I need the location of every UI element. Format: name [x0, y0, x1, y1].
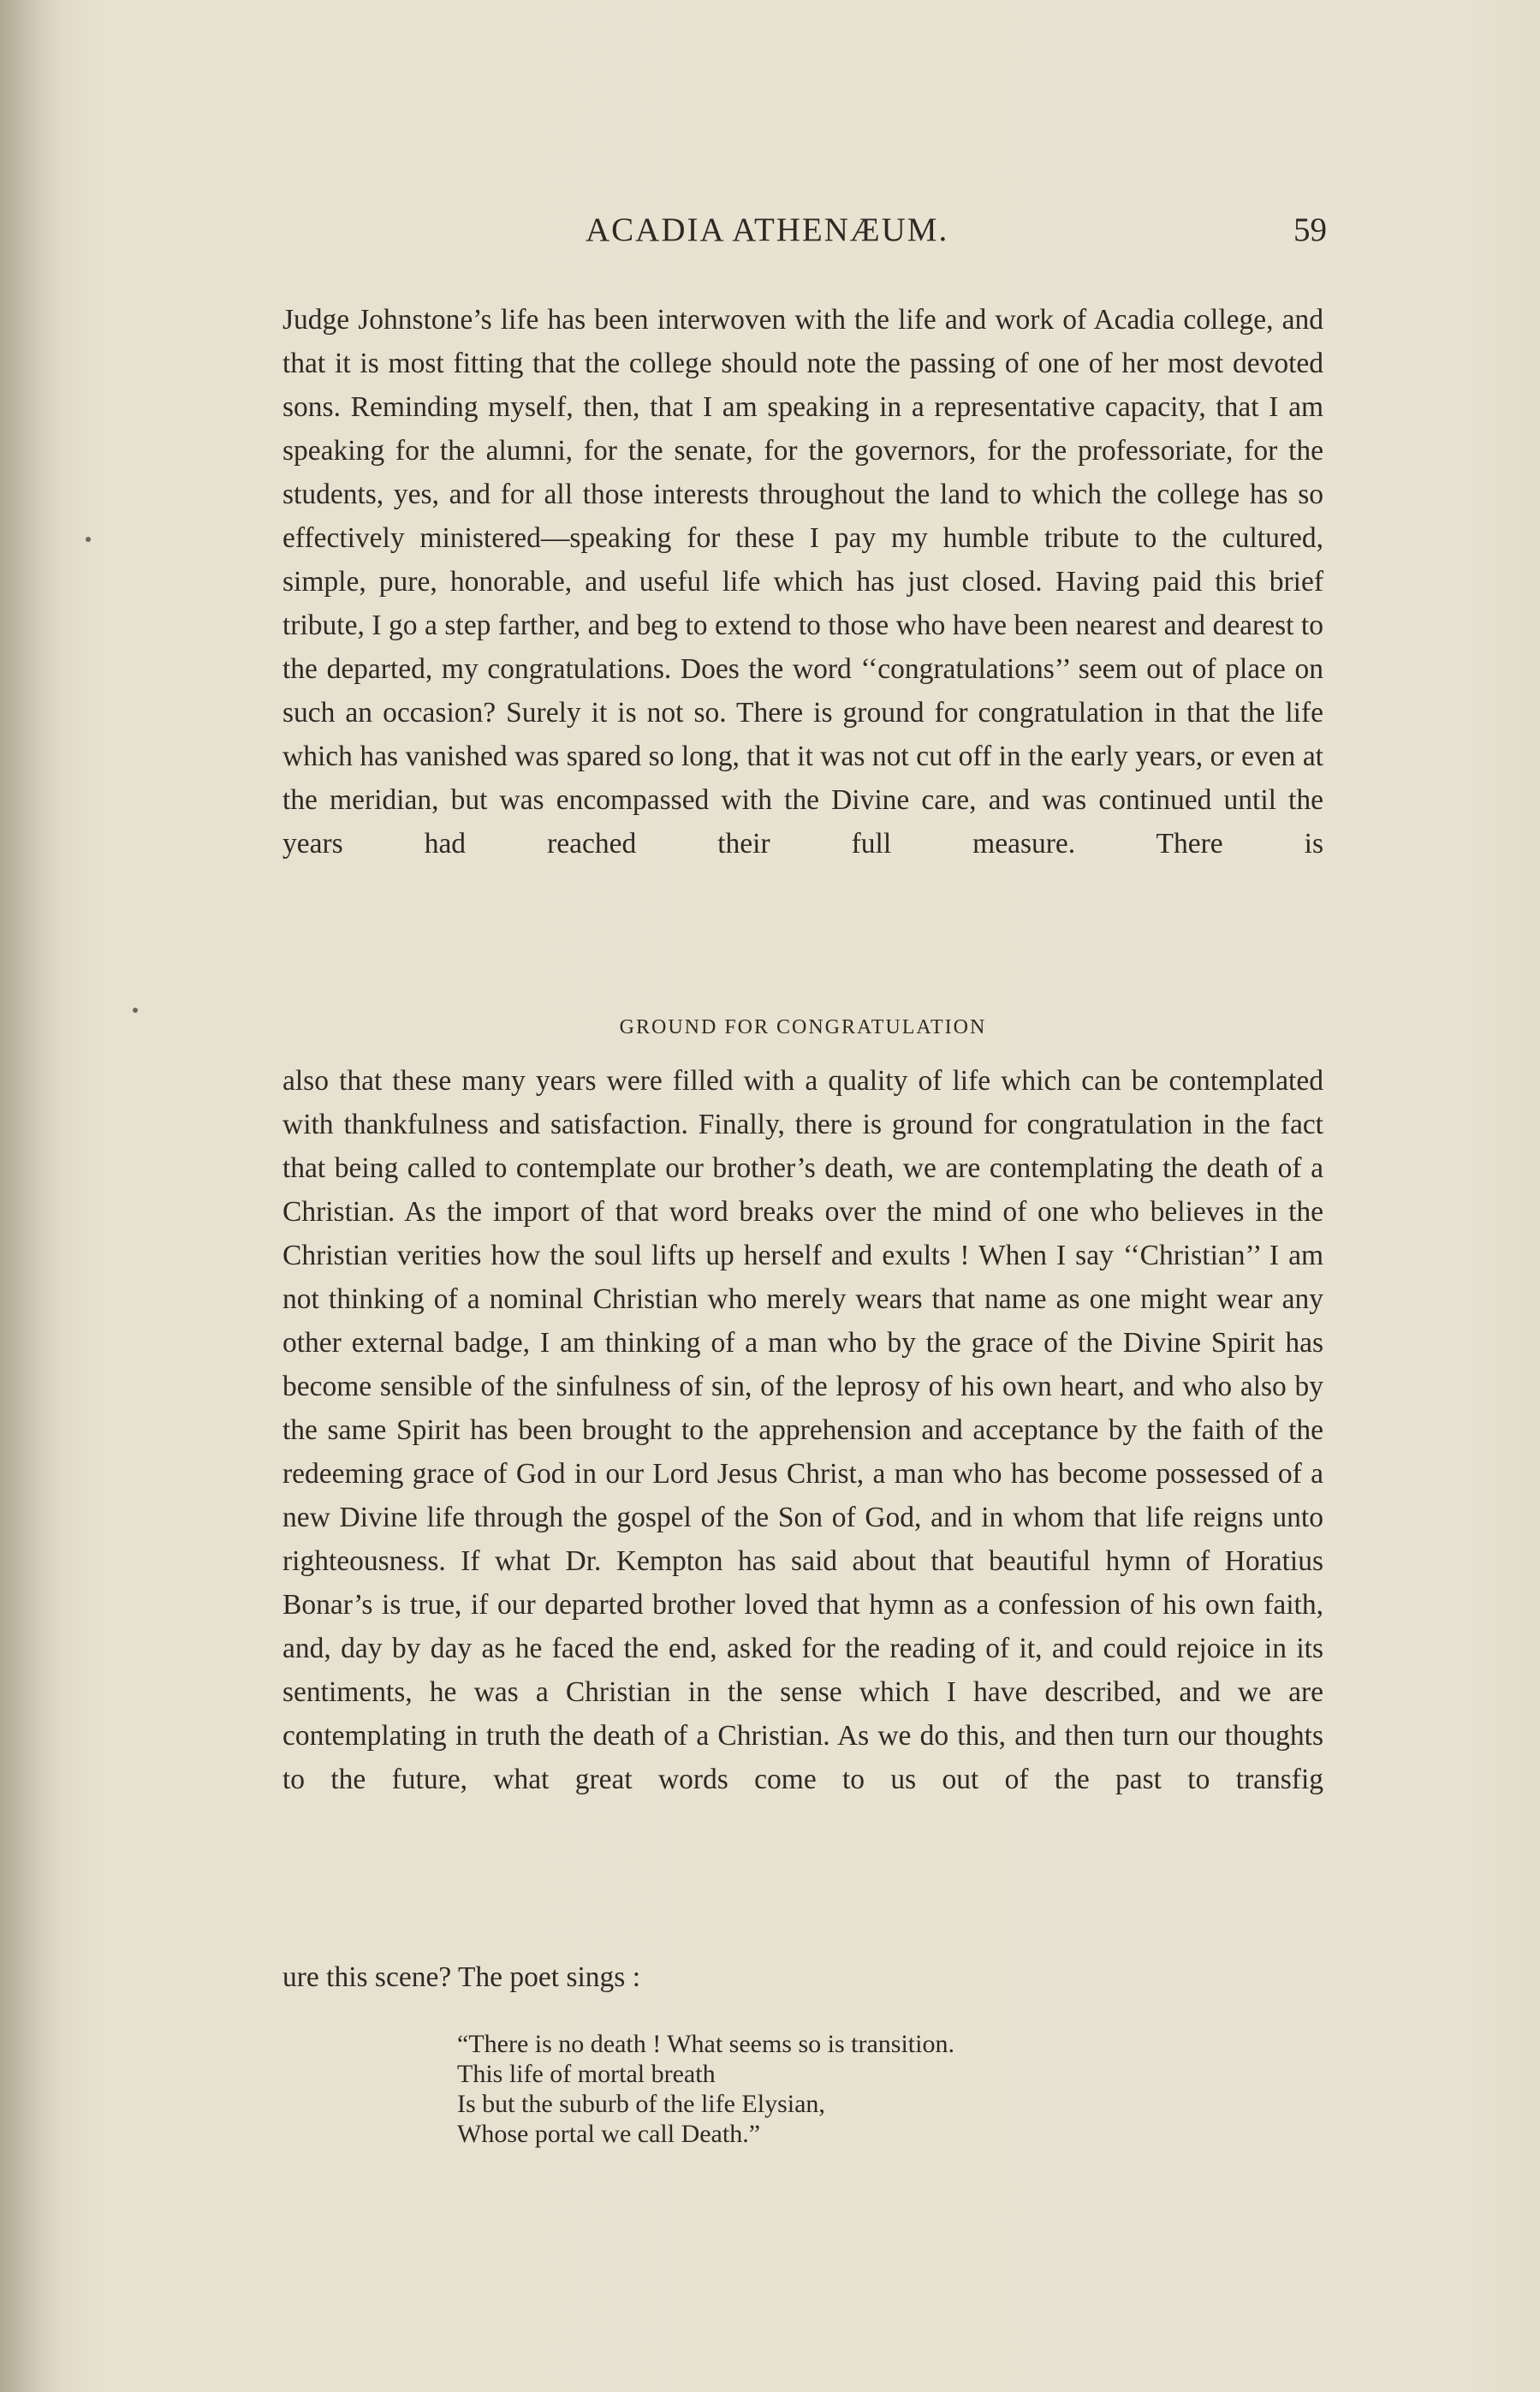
- paragraph-1: Judge Johnstone’s life has been interwoven with the life and work of Acadia college, and that it is most fitting that the college should note the passing of one of her most devoted sons. Reminding myself, then, that I am speaking in a representative capacity, that I am speaking for the alumni, for the senate, for the governors, for the professoriate, for the students, yes, and for all those interests throughout the land to which the college has so effectively ministered—speaking for these I pay my humble tribute to the cultured, simple, pure, honorable, and useful life which has just closed. Having paid this brief tribute, I go a step farther, and beg to extend to those who have been nearest and dearest to the departed, my congratulations. Does the word ‘‘congratulations’’ seem out of place on such an occasion? Surely it is not so. There is ground for congratulation in that the life which has vanished was spared so long, that it was not cut off in the early years, or even at the meridian, but was encompassed with the Divine care, and was continued until the years had reached their full measure. There is: [282, 304, 1323, 860]
- poem-line: Is but the suburb of the life Elysian,: [457, 2090, 825, 2118]
- binding-gutter-shadow: [0, 0, 60, 2392]
- poem-line: “There is no death ! What seems so is transition.: [457, 2030, 954, 2058]
- paragraph-2-last-line: ure this scene? The poet sings :: [282, 1961, 641, 1993]
- paper-speck: [133, 1008, 138, 1013]
- poem-quotation: [457, 2029, 1228, 2149]
- paper-speck: [86, 537, 91, 542]
- poem-line: Whose portal we call Death.”: [457, 2120, 761, 2148]
- page-number: 59: [1293, 211, 1327, 248]
- running-title: ACADIA ATHENÆUM.: [586, 211, 949, 248]
- poem-line: This life of mortal breath: [457, 2060, 716, 2088]
- page-header: [282, 211, 1327, 262]
- section-subheading: GROUND FOR CONGRATULATION: [619, 1016, 987, 1038]
- paragraph-2: also that these many years were filled with a quality of life which can be contemplated with thankfulness and satisfaction. Finally, there is ground for congratulation in the fact that being called to contemplate our brother’s death, we are contemplating the death of a Christian. As the import of that word breaks over the mind of one who believes in the Christian verities how the soul lifts up herself and exults ! When I say ‘‘Christian’’ I am not thinking of a nominal Christian who merely wears that name as one might wear any other external badge, I am thinking of a man who by the grace of the Divine Spirit has become sensible of the sinfulness of sin, of the leprosy of his own heart, and who also by the same Spirit has been brought to the apprehension and acceptance by the faith of the redeeming grace of God in our Lord Jesus Christ, a man who has become possessed of a new Divine life through the gospel of the Son of God, and in whom that life reigns unto righteousness. If what Dr. Kempton has said about that beautiful hymn of Horatius Bonar’s is true, if our departed brother loved that hymn as a confession of his own faith, and, day by day as he faced the end, asked for the reading of it, and could rejoice in its sentiments, he was a Christian in the sense which I have described, and we are contemplating in truth the death of a Christian. As we do this, and then turn our thoughts to the future, what great words come to us out of the past to transfig: [282, 1065, 1323, 1795]
